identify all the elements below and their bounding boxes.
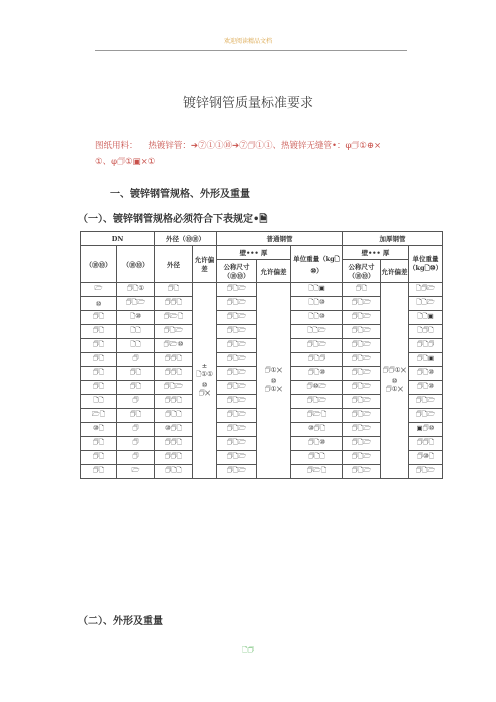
cell-wall-thick: 🗇🗋🗁 bbox=[343, 451, 381, 465]
cell-weight-thick: 🗇🗋🗁 bbox=[409, 395, 443, 409]
header-normal-pipe: 普通钢管 bbox=[217, 232, 343, 246]
cell-wall-thick: 🗇🗋🗁 bbox=[343, 423, 381, 437]
cell-weight-thick: 🗋🗇🗋 bbox=[409, 325, 443, 339]
cell-outer-diameter: 🗇🗇🗋 bbox=[155, 367, 193, 381]
cell-dn-mm: ⑩🗋 bbox=[81, 423, 117, 437]
cell-outer-diameter: 🗇🗁🗋 bbox=[155, 311, 193, 325]
header-col-tolerance: 允许偏差 bbox=[193, 246, 217, 283]
header-nominal-size: 公称尺寸（⑩⑩） bbox=[217, 260, 257, 283]
cell-dn-mm: 🗁🗋 bbox=[81, 409, 117, 423]
section-heading-1: 一、镀锌钢管规格、外形及重量 bbox=[110, 189, 250, 200]
cell-weight-thick: 🗇🗋🗇 bbox=[409, 339, 443, 353]
header-col-outer: 外径 bbox=[155, 246, 193, 283]
cell-outer-diameter: 🗇🗋🗋 bbox=[155, 409, 193, 423]
cell-dn-mm: 🗋🗋 bbox=[81, 395, 117, 409]
cell-wall-thick: 🗇🗋 bbox=[343, 283, 381, 297]
cell-weight-thick: 🗇🗇🗋 bbox=[409, 437, 443, 451]
cell-outer-diameter: 🗇🗁⑩ bbox=[155, 339, 193, 353]
header-nominal-size-thick: 公称尺寸（⑩⑩） bbox=[343, 260, 381, 283]
header-dn: DN bbox=[81, 232, 155, 246]
cell-weight-thick: 🗇🗋⑩ bbox=[409, 367, 443, 381]
cell-dn-mm: 🗇🗋 bbox=[81, 353, 117, 367]
cell-wall-thick: 🗇🗋🗁 bbox=[343, 325, 381, 339]
cell-outer-diameter: 🗇🗇🗋 bbox=[155, 353, 193, 367]
pipe-spec-table bbox=[80, 231, 443, 479]
cell-weight-thick: 🗇🗋⑩ bbox=[409, 381, 443, 395]
cell-weight-normal: 🗇🗋🗁 bbox=[291, 395, 343, 409]
cell-wall-thick: 🗇🗋🗁 bbox=[343, 353, 381, 367]
cell-dn-in: 🗇🗋 bbox=[117, 381, 155, 395]
cell-wall-normal: 🗇🗋🗁 bbox=[217, 353, 257, 367]
cell-dn-mm: 🗇🗋 bbox=[81, 451, 117, 465]
cell-weight-normal: 🗇🗋⑩ bbox=[291, 367, 343, 381]
section-subheading-1: （一）、镀锌钢管规格必须符合下表规定•🗎 bbox=[78, 214, 268, 225]
cell-wall-thick: 🗇🗋🗁 bbox=[343, 367, 381, 381]
cell-weight-thick: 🗋🗋🗁 bbox=[409, 297, 443, 311]
cell-outer-diameter: 🗇🗇🗋 bbox=[155, 395, 193, 409]
cell-dn-mm: 🗁 bbox=[81, 283, 117, 297]
page-number: 🗋🗇 bbox=[241, 646, 255, 654]
cell-weight-thick: ▣🗇⑩ bbox=[409, 423, 443, 437]
header-col-mm-2: （⑩⑩） bbox=[117, 246, 155, 283]
cell-wall-normal: 🗇🗋🗁 bbox=[217, 367, 257, 381]
cell-dn-mm: 🗇🗋 bbox=[81, 367, 117, 381]
intro-paragraph bbox=[95, 138, 405, 170]
header-unit-weight: 单位重量（kg🗋⑩） bbox=[291, 246, 343, 283]
cell-wall-thick: 🗇🗋🗁 bbox=[343, 395, 381, 409]
cell-outer-diameter: ⑩🗇🗋 bbox=[155, 423, 193, 437]
section-subheading-2: （二）、外形及重量 bbox=[78, 616, 163, 627]
intro-label: 图纸用料： bbox=[95, 141, 138, 151]
cell-dn-in: 🗋🗋 bbox=[117, 325, 155, 339]
cell-outer-diameter: 🗇🗋 bbox=[155, 283, 193, 297]
cell-dn-in: 🗇 bbox=[117, 437, 155, 451]
cell-wall-thick: 🗇🗋🗁 bbox=[343, 297, 381, 311]
cell-wall-normal: 🗇🗋🗁 bbox=[217, 339, 257, 353]
cell-dn-in: 🗇🗋🗁 bbox=[117, 297, 155, 311]
cell-dn-mm: 🗇🗋 bbox=[81, 381, 117, 395]
cell-dn-in: 🗁 bbox=[117, 465, 155, 479]
intro-garble-a: ➔⑦①①⑩➔⑦🗇①① bbox=[190, 141, 273, 151]
intro-garble-c: ①、φ🗇①▣×① bbox=[95, 157, 156, 167]
cell-dn-mm: ⑩ bbox=[81, 297, 117, 311]
cell-outer-diameter: 🗇🗋🗁 bbox=[155, 325, 193, 339]
cell-weight-normal: 🗋🗋⑩ bbox=[291, 311, 343, 325]
cell-dn-in: 🗇🗋① bbox=[117, 283, 155, 297]
cell-dn-in: 🗇 bbox=[117, 423, 155, 437]
cell-wall-thick: 🗇🗋🗁 bbox=[343, 437, 381, 451]
intro-garble-b: φ🗇①⊕× bbox=[345, 141, 382, 151]
header-wall-thick: 壁••• 厚 bbox=[343, 246, 409, 260]
cell-outer-diameter: 🗇🗇🗋 bbox=[155, 437, 193, 451]
cell-dn-mm: 🗇🗋 bbox=[81, 465, 117, 479]
cell-wall-normal: 🗇🗋🗁 bbox=[217, 297, 257, 311]
header-wall-normal: 壁••• 厚 bbox=[217, 246, 291, 260]
cell-weight-normal: 🗋🗋⑩ bbox=[291, 297, 343, 311]
cell-outer-diameter: 🗇🗋🗋 bbox=[155, 465, 193, 479]
cell-weight-normal: 🗇🗁🗋 bbox=[291, 409, 343, 423]
cell-dn-in: 🗇 bbox=[117, 353, 155, 367]
cell-outer-diameter: 🗇🗇🗋 bbox=[155, 451, 193, 465]
cell-wall-normal: 🗇🗋🗁 bbox=[217, 311, 257, 325]
header-unit-weight-thick: 单位重量（kg🗋⑩） bbox=[409, 246, 443, 283]
cell-dn-mm: 🗇🗋 bbox=[81, 325, 117, 339]
cell-dn-in: 🗇🗋 bbox=[117, 409, 155, 423]
header-allow-dev-thick: 允许偏差 bbox=[381, 260, 409, 283]
cell-weight-normal: 🗇🗋🗁 bbox=[291, 339, 343, 353]
cell-wall-normal: 🗇🗋🗁 bbox=[217, 395, 257, 409]
cell-wall-normal: 🗇🗋🗁 bbox=[217, 465, 257, 479]
document-title: 镀锌钢管质量标准要求 bbox=[182, 96, 313, 111]
cell-weight-thick: 🗋🗋▣ bbox=[409, 311, 443, 325]
table-row bbox=[81, 283, 443, 297]
cell-weight-thick: 🗇🗋🗁 bbox=[409, 409, 443, 423]
cell-dn-mm: 🗇🗋 bbox=[81, 437, 117, 451]
cell-dn-in: 🗋🗋 bbox=[117, 339, 155, 353]
cell-weight-normal: 🗇🗁🗋 bbox=[291, 465, 343, 479]
intro-text-b: 、热镀锌无缝管•： bbox=[272, 141, 346, 151]
cell-wall-normal: 🗇🗋🗁 bbox=[217, 325, 257, 339]
cell-wall-normal: 🗇🗋🗁 bbox=[217, 451, 257, 465]
cell-wall-thick: 🗇🗋🗁 bbox=[343, 465, 381, 479]
cell-weight-thick: 🗇🗋▣ bbox=[409, 353, 443, 367]
cell-weight-normal: 🗇⑩🗁 bbox=[291, 381, 343, 395]
cell-wall-normal: 🗇🗋🗁 bbox=[217, 437, 257, 451]
cell-dn-mm: 🗇🗋 bbox=[81, 311, 117, 325]
header-divider bbox=[95, 50, 407, 51]
header-col-mm: （⑩⑩） bbox=[81, 246, 117, 283]
cell-weight-normal: 🗋🗋▣ bbox=[291, 283, 343, 297]
cell-weight-normal: 🗇🗋🗋 bbox=[291, 451, 343, 465]
cell-dn-mm: 🗇🗋 bbox=[81, 339, 117, 353]
cell-allow-dev-thick-merged: 🗇🗇①✕ ⑩ 🗇①✕ bbox=[381, 283, 409, 479]
header-thick-pipe: 加厚钢管 bbox=[343, 232, 443, 246]
cell-wall-normal: 🗇🗋🗁 bbox=[217, 381, 257, 395]
cell-weight-thick: 🗋🗇🗁 bbox=[409, 283, 443, 297]
cell-allow-dev-normal-merged: 🗇①✕ ⑩ 🗇①✕ bbox=[257, 283, 291, 479]
cell-dn-in: 🗇🗋 bbox=[117, 367, 155, 381]
cell-weight-normal: ⑩🗇🗋 bbox=[291, 423, 343, 437]
cell-tolerance-merged: ± 🗋①① ⑩ 🗇✕ bbox=[193, 283, 217, 479]
cell-weight-normal: 🗇🗋🗇 bbox=[291, 353, 343, 367]
cell-weight-normal: 🗇🗋⑩ bbox=[291, 437, 343, 451]
header-allow-dev: 允许偏差 bbox=[257, 260, 291, 283]
page-header-text: 欢迎阅读精品文档 bbox=[223, 38, 272, 45]
cell-wall-normal: 🗇🗋🗁 bbox=[217, 409, 257, 423]
cell-weight-normal: 🗋🗋🗁 bbox=[291, 325, 343, 339]
cell-dn-in: 🗇 bbox=[117, 395, 155, 409]
cell-wall-thick: 🗇🗋🗁 bbox=[343, 311, 381, 325]
cell-weight-thick: 🗇⑩🗋 bbox=[409, 451, 443, 465]
cell-outer-diameter: 🗇🗋🗁 bbox=[155, 381, 193, 395]
cell-wall-normal: 🗇🗋🗁 bbox=[217, 423, 257, 437]
cell-wall-thick: 🗇🗋🗁 bbox=[343, 381, 381, 395]
cell-wall-normal: 🗇🗋🗁 bbox=[217, 283, 257, 297]
cell-wall-thick: 🗇🗋🗁 bbox=[343, 339, 381, 353]
cell-weight-thick: 🗇🗋🗁 bbox=[409, 465, 443, 479]
cell-dn-in: 🗇 bbox=[117, 451, 155, 465]
cell-outer-diameter: 🗇🗇🗋 bbox=[155, 297, 193, 311]
intro-text-a: 热镀锌管： bbox=[148, 141, 191, 151]
cell-wall-thick: 🗇🗋🗁 bbox=[343, 409, 381, 423]
header-outer-diameter: 外径（⑩⑩） bbox=[155, 232, 217, 246]
cell-dn-in: 🗋⑩ bbox=[117, 311, 155, 325]
